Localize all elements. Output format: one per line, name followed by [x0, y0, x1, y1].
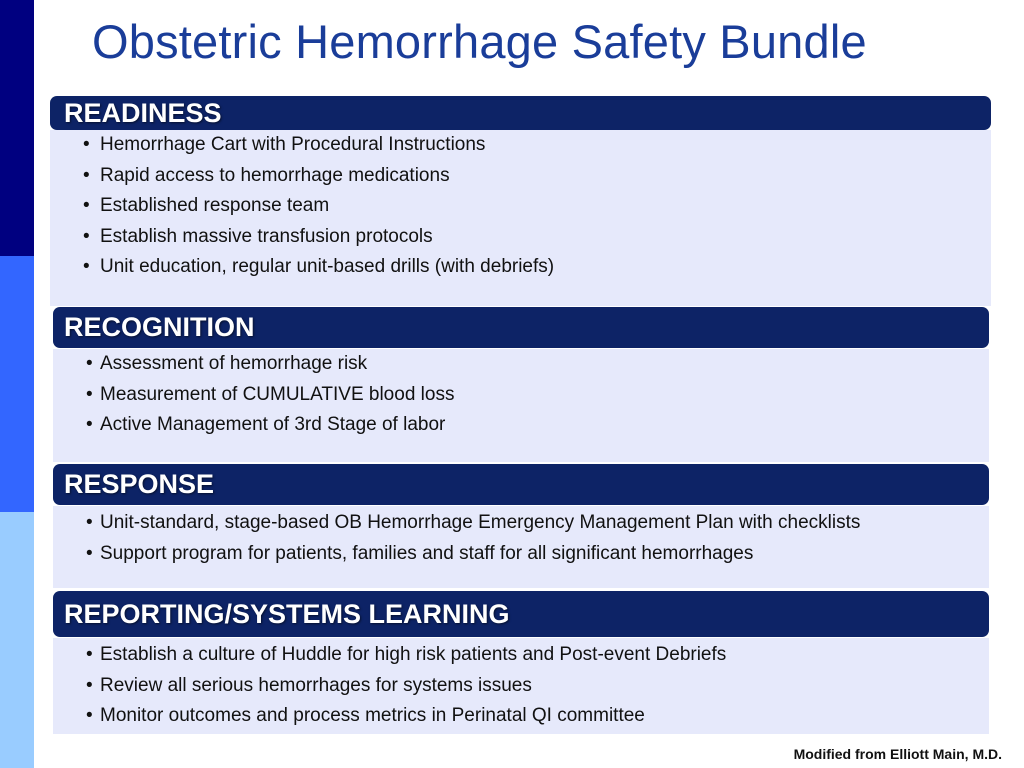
list-item: • Established response team [50, 191, 991, 222]
list-item: • Rapid access to hemorrhage medications [50, 161, 991, 192]
section-recognition [53, 307, 989, 462]
list-item: • Review all serious hemorrhages for systems issues [53, 671, 989, 702]
list-item: • Establish massive transfusion protocols [50, 222, 991, 253]
list-item: • Assessment of hemorrhage risk [53, 349, 989, 380]
bullet-list [53, 506, 989, 569]
list-item: • Hemorrhage Cart with Procedural Instructions [50, 130, 991, 161]
list-item: • Establish a culture of Huddle for high risk patients and Post-event Debriefs [53, 640, 989, 671]
list-item: • Unit-standard, stage-based OB Hemorrhage Emergency Management Plan with checklists [53, 508, 989, 539]
section-body [50, 130, 991, 306]
sidebar-band-mid [0, 256, 34, 512]
list-item: • Support program for patients, families and staff for all significant hemorrhages [53, 539, 989, 570]
footer-credit: Modified from Elliott Main, M.D. [793, 746, 1002, 762]
bullet-list [50, 130, 991, 283]
list-item: • Measurement of CUMULATIVE blood loss [53, 380, 989, 411]
section-header: REPORTING/SYSTEMS LEARNING [53, 591, 989, 637]
section-header: READINESS [50, 96, 991, 130]
list-item: • Monitor outcomes and process metrics in Perinatal QI committee [53, 701, 989, 732]
sidebar-band-light [0, 512, 34, 768]
section-readiness [50, 96, 991, 306]
section-reporting-systems-learning [53, 591, 989, 734]
section-body [53, 638, 989, 734]
section-body [53, 506, 989, 588]
sidebar-band-dark [0, 0, 34, 256]
list-item: • Active Management of 3rd Stage of labor [53, 410, 989, 441]
list-item: • Unit education, regular unit-based drills (with debriefs) [50, 252, 991, 283]
slide-title: Obstetric Hemorrhage Safety Bundle [92, 15, 867, 68]
section-body [53, 349, 989, 462]
section-header: RESPONSE [53, 464, 989, 505]
bullet-list [53, 349, 989, 441]
section-header: RECOGNITION [53, 307, 989, 348]
bullet-list [53, 638, 989, 732]
section-response [53, 464, 989, 588]
